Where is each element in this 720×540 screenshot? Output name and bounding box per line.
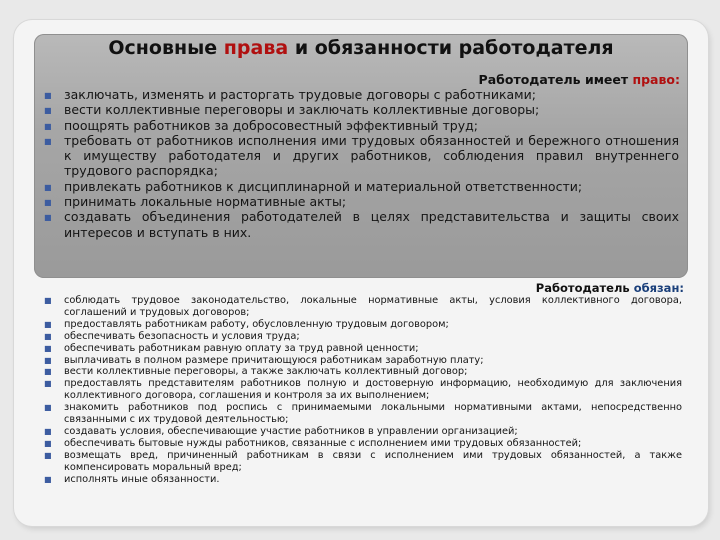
rights-heading-highlight: право: <box>632 72 680 87</box>
bullet-icon: ■ <box>44 426 52 436</box>
title-part1: Основные <box>108 37 224 59</box>
list-item: ■ требовать от работников исполнения ими трудовых обязанностей и бережного отношения к имуществу работодателя и других работников, соблюдения правил внутреннего трудового распорядка; <box>44 132 679 179</box>
rights-list <box>44 87 679 240</box>
list-item: ■ предоставлять представителям работников полную и достоверную информацию, необходимую для заключения коллективного договора, соглашения и контроля за их выполнением; <box>44 378 682 402</box>
list-item: ■ знакомить работников под роспись с принимаемыми локальными нормативными актами, непосредственно связанными с их трудовой деятельностью; <box>44 402 682 426</box>
bullet-icon: ■ <box>44 213 52 223</box>
list-item: ■ создавать условия, обеспечивающие участие работников в управлении организацией; <box>44 425 518 437</box>
list-item: ■ возмещать вред, причиненный работникам в связи с исполнением ими трудовых обязанностей, а также компенсировать моральный вред; <box>44 449 682 473</box>
page-title <box>34 35 688 61</box>
list-item: ■ заключать, изменять и расторгать трудовые договоры с работниками; <box>44 87 536 102</box>
list-item: ■ вести коллективные переговоры, а также заключать коллективный договор; <box>44 366 468 378</box>
list-item: ■ создавать объединения работодателей в целях представительства и защиты своих интересов и вступать в них. <box>44 209 679 240</box>
duties-list <box>44 295 682 486</box>
bullet-icon: ■ <box>44 121 52 131</box>
bullet-icon: ■ <box>44 331 52 341</box>
duties-heading-prefix: Работодатель <box>535 281 634 295</box>
list-item: ■ выплачивать в полном размере причитающуюся работникам заработную плату; <box>44 354 484 366</box>
bullet-icon: ■ <box>44 438 52 448</box>
bullet-icon: ■ <box>44 319 52 329</box>
bullet-icon: ■ <box>44 106 52 116</box>
list-item: ■ соблюдать трудовое законодательство, локальные нормативные акты, условия коллективного договора, соглашений и трудовых договоров; <box>44 295 682 318</box>
rights-heading-prefix: Работодатель имеет <box>478 72 633 87</box>
list-item: ■ обеспечивать бытовые нужды работников, связанные с исполнением ими трудовых обязанностей; <box>44 437 582 449</box>
bullet-icon: ■ <box>44 403 52 413</box>
bullet-icon: ■ <box>44 355 52 365</box>
list-item: ■ принимать локальные нормативные акты; <box>44 194 347 210</box>
bullet-icon: ■ <box>44 379 52 389</box>
bullet-icon: ■ <box>44 198 52 208</box>
bullet-icon: ■ <box>44 296 52 305</box>
list-item: ■ обеспечивать работникам равную оплату за труд равной ценности; <box>44 342 419 354</box>
bullet-icon: ■ <box>44 474 52 484</box>
list-item: ■ исполнять иные обязанности. <box>44 473 220 485</box>
title-highlight: права <box>223 37 289 59</box>
duties-heading-highlight: обязан: <box>633 281 684 295</box>
rights-heading <box>479 72 680 87</box>
bullet-icon: ■ <box>44 136 52 146</box>
bullet-icon: ■ <box>44 343 52 353</box>
bullet-icon: ■ <box>44 450 52 460</box>
list-item: ■ обеспечивать безопасность и условия труда; <box>44 330 300 342</box>
list-item: ■ привлекать работников к дисциплинарной и материальной ответственности; <box>44 178 583 194</box>
bullet-icon: ■ <box>44 91 52 100</box>
bullet-icon: ■ <box>44 182 52 192</box>
list-item: ■ предоставлять работникам работу, обусловленную трудовым договором; <box>44 318 449 330</box>
list-item: ■ вести коллективные переговоры и заключать коллективные договоры; <box>44 102 540 118</box>
bullet-icon: ■ <box>44 367 52 377</box>
duties-heading <box>536 281 684 295</box>
list-item: ■ поощрять работников за добросовестный эффективный труд; <box>44 117 478 133</box>
title-part3: и обязанности работодателя <box>288 37 614 59</box>
